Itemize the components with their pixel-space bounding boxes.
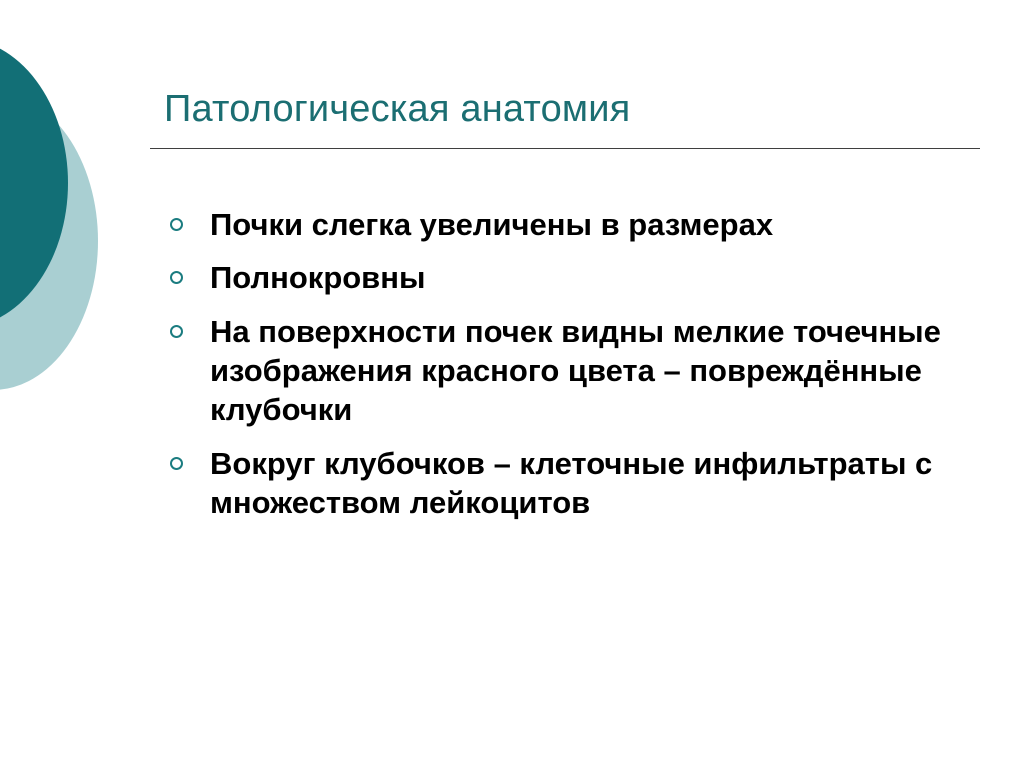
slide-content <box>160 205 950 537</box>
title-divider <box>150 148 980 149</box>
list-item-label: Полнокровны <box>210 260 426 296</box>
circle-outline-bullet-icon <box>170 457 183 470</box>
list-item <box>160 444 950 523</box>
bullet-list <box>160 205 950 523</box>
page-title: Патологическая анатомия <box>164 88 631 130</box>
list-item <box>160 312 950 430</box>
circle-outline-bullet-icon <box>170 271 183 284</box>
list-item-label: Вокруг клубочков – клеточные инфильтраты с множеством лейкоцитов <box>210 445 933 521</box>
list-item-label: Почки слегка увеличены в размерах <box>210 207 774 242</box>
circle-outline-bullet-icon <box>170 218 183 231</box>
list-item <box>160 258 950 297</box>
circle-outline-bullet-icon <box>170 325 183 338</box>
list-item-label: На поверхности почек видны мелкие точечные изображения красного цвета – повреждённые клубочки <box>210 313 941 428</box>
title-block <box>150 88 980 149</box>
list-item <box>160 205 950 244</box>
